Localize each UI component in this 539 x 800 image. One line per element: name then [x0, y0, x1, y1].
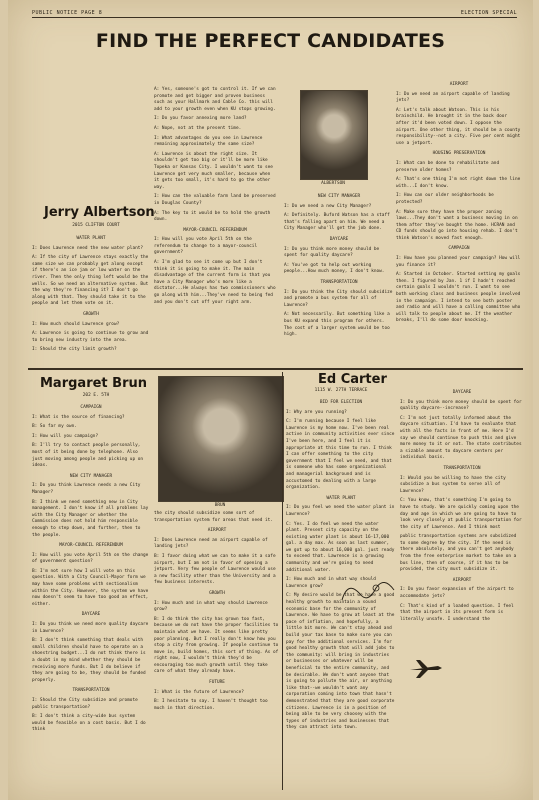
interview-paragraph: A: The key to it would be to hold the growth down.: [154, 210, 273, 223]
albertson-column-2: [154, 87, 279, 365]
running-head: [32, 6, 517, 18]
section-heading: CAMPAIGN: [448, 246, 470, 252]
interview-paragraph: A: Make sure they have the proper zoning laws...They don't want a business moving in on them after they've bought the home. HCRAN and CD funds should go into housing rehab. I don't think Watson's moved fast enough.: [396, 209, 521, 241]
interview-paragraph: C: My desire would be that we have a good healthy growth to maintain a sound economic base for the community of Lawrence. We have to grow at least at the pace of inflation, and hopefully, a little bit more. We can't stay ahead and build your tax base to make sure you can pay for the additional services. I'm for good healthy growth that will add jobs to the community: will bring in industries or businesses or whatever will be beneficial to the entire community, and be desirable. We don't want anyone that is going to pollute the air, or anything like that--we wouldn't want any corporation coming into town that hasn't demonstrated that they are good corporate citizens. Lawrence is in a position of being able to be very choosey with the types of industries and businesses that they can attract into town.: [286, 593, 398, 731]
interview-paragraph: B: I hesitate to say. I haven't thought too much in that direction.: [154, 699, 271, 711]
interview-paragraph: A: Lawrence is going to continue to grow and to bring new industry into the area.: [32, 331, 151, 343]
section-heading: AIRPORT: [452, 577, 472, 583]
interview-paragraph: I: Do you think more money should be spent for quality daycare--increase?: [400, 399, 525, 412]
interview-paragraph: I: Do you think more money should be spent for quality daycare?: [284, 246, 382, 259]
running-head-left: PUBLIC NOTICE PAGE 8: [32, 10, 103, 16]
airplane-sketch-shape: [410, 660, 442, 678]
interview-paragraph: B: I don't think a city-wide bus system would be feasible on a cost basis. But I do think: [32, 714, 149, 733]
albertson-photo: [300, 90, 368, 180]
candidate-name-brun: Margaret Brun: [40, 376, 147, 391]
interview-paragraph: I: Do you feel we need the water plant in Lawrence?: [286, 505, 398, 517]
interview-paragraph: I: How much and in what way should Lawrence grow?: [286, 577, 379, 589]
interview-paragraph: A: Lawrence is about the right size. It shouldn't get too big or it'll be more like Topeka or Kansas City. I wouldn't want to see Lawrence get very much smaller, because when it gets too small, it's hard to go the other way.: [154, 151, 276, 190]
interview-paragraph: A: Nope, not at the present time.: [154, 125, 242, 131]
section-heading: CAMPAIGN: [80, 405, 102, 410]
interview-paragraph: I: How much and in what way should Lawrence grow?: [154, 600, 271, 613]
section-heading: FUTURE: [209, 680, 225, 686]
interview-paragraph: B: So far my own.: [32, 424, 77, 430]
interview-paragraph: I: How will you vote April 5th on the change of government question?: [32, 552, 151, 565]
section-heading: NEW CITY MANAGER: [69, 473, 113, 479]
interview-paragraph: I: What is the future of Lawrence?: [154, 689, 244, 695]
interview-paragraph: I: What advantages do you see in Lawrence remaining approximately the same size?: [154, 135, 266, 148]
albertson-column-1: [32, 232, 150, 364]
interview-paragraph: C: I'm running because I feel like Lawrence is my home now. I've been real active in community activities ever since I've been here, and I feel it is appropriate at this time to run. I think I can offer something to the city government that I feel we need, and that is someone who has some organizational and managerial background and is accustomed to dealing with a large organization.: [286, 419, 398, 491]
interview-paragraph: C: You know, that's something I'm going to have to study. We are quickly coming upon the day and age in which we are going to have to look very closely at public transportation for the city of Lawrence. And I think most: [400, 498, 525, 530]
interview-paragraph: I: Does Lawrence need the new water plant?: [32, 245, 144, 251]
section-heading: AIRPORT: [207, 528, 227, 534]
interview-paragraph: I: How can our older neighborhoods be protected?: [396, 193, 497, 205]
interview-paragraph: A: That's one thing I'm not right down the line with...I don't know.: [396, 177, 523, 189]
interview-paragraph: I: What is the source of financing?: [32, 414, 125, 420]
interview-paragraph: B: I don't think something that deals with small children should have to operate on a shoestring budget...I do not think there is a doubt in my mind whether they should be receiving more funds. But I do believe if they are going to be, they should be funded properly.: [32, 638, 149, 683]
albertson-photo-caption: ALBERTSON: [321, 181, 345, 186]
candidate-name-albertson: Jerry Albertson: [44, 205, 155, 220]
candidate-address-albertson: 2015 CLIFTON COURT: [72, 223, 120, 228]
interview-paragraph: I: How can the valuable farm land be preserved in Douglas County?: [154, 194, 279, 206]
running-head-right: ELECTION SPECIAL: [460, 10, 517, 16]
interview-paragraph: B: I'm not sure how I will vote on this question. With a City Council-Mayor form we may have some problems with sectionalism within the City. However, the system we have now doesn't seem to have too good an effect, either.: [32, 568, 151, 607]
interview-paragraph: I: Should the city limit growth?: [32, 347, 117, 353]
brun-photo-caption: BRUN: [214, 503, 226, 508]
carter-column-2: [400, 386, 524, 793]
section-heading: GROWTH: [83, 311, 99, 317]
interview-paragraph: A: If the city of Lawrence stays exactly the same size we can probably get along except if there's an ice jam or low water on the river. Then the only thing left would be the wells. So we need an alternative system. But the way they're financing it? I don't go along with that. They should take it to the people and let them vote on it.: [32, 255, 151, 307]
interview-paragraph: I: How much should Lawrence grow?: [32, 321, 120, 327]
interview-paragraph: I: Would you be willing to have the city subsidize a bus system to serve all of Lawrence?: [400, 475, 509, 494]
interview-paragraph: A: Started in October. Started setting my goals then. I figured by Jan. 1 if I hadn't reached certain goals I wouldn't run. I want to see both working class and business people involved in the campaign. I intend to see both poster and radio and will have a calling committee who will talk to people about me. If the weather breaks, I'll do some door knocking.: [396, 272, 523, 324]
interview-paragraph: A: Definitely. Buford Watson has a staff that's falling apart on him. We need a City Manager who'll get the job done.: [284, 213, 393, 232]
interview-paragraph: I: Why are you running?: [286, 409, 347, 415]
interview-paragraph: I: Do you think we need more quality daycare in Lawrence?: [32, 622, 151, 634]
section-heading: DAYCARE: [81, 612, 101, 618]
interview-paragraph: the city should subsidize some sort of transportation system for areas that need it.: [154, 511, 273, 523]
growth-sketch-illustration: [338, 570, 398, 610]
section-heading: WATER PLANT: [76, 236, 106, 241]
candidate-address-carter: 1115 W. 27TH TERRACE: [314, 388, 368, 393]
section-heading: MAYOR-COUNCIL REFERENDUM: [183, 227, 247, 233]
albertson-column-4: [396, 78, 522, 368]
interview-paragraph: A: I'm glad to see it come up but I don't think it is going to make it. The main disadvantage of the current form is that you have a City Manager who's more like a dictator...He always has two commissioners who go along with him...They've need to being fed and you don't cut off your right arm.: [154, 260, 279, 305]
page-headline: FIND THE PERFECT CANDIDATES: [95, 30, 446, 52]
interview-paragraph: I: Do we need a new City Manager?: [284, 203, 372, 209]
section-heading: AIRPORT: [449, 82, 469, 87]
section-heading: NEW CITY MANAGER: [317, 194, 361, 199]
brun-photo: [158, 376, 284, 502]
interview-paragraph: I: What can be done to rehabilitate and preserve older homes?: [396, 160, 502, 173]
brun-column-1: [32, 401, 150, 793]
interview-paragraph: I: Do you think the City should subsidize and promote a bus system for all of Lawrence?: [284, 289, 396, 308]
interview-paragraph: C: Yes. I do feel we need the water plant. Present city capacity on the existing water plant is about 16-17,000 gal. a day max. As soon as last summer, we got up to about 16,000 gal. just ready to exceed that. Lawrence is a growing community and we're going to need additional water.: [286, 521, 398, 573]
interview-paragraph: I: Do we need an airport capable of landing jets?: [396, 91, 513, 104]
interview-paragraph: I: Do you think Lawrence needs a new City Manager?: [32, 483, 144, 495]
section-heading: DAYCARE: [452, 390, 472, 395]
brun-column-2: [154, 511, 280, 793]
interview-paragraph: B: I favor doing what we can to make it a safe airport, but I am not in favor of opening a jetport. Very few people of Lawrence would use a new facility other than the University and a few business interests.: [154, 553, 279, 586]
interview-paragraph: A: Let's talk about Watson. This is his brainchild. He brought it in the back door after it'd been voted down. I oppose the airport. One other thing, it should be a county responsibility--not a city. Five per cent might use a jetport.: [396, 107, 523, 146]
section-heading: TRANSPORTATION: [320, 279, 358, 285]
interview-paragraph: I: Do you favor expansion of the airport to accommodate jets?: [400, 587, 517, 600]
candidate-name-carter: Ed Carter: [318, 372, 387, 387]
section-heading: WATER PLANT: [326, 495, 356, 501]
interview-paragraph: C: I'm not just totally informed about the daycare situation. I'd have to evaluate that with all the facts in front of me. Here I'd say we should continue to push this and give more money to it or not. The state contributes a sizable amount to daycare centers per individual basis.: [400, 415, 525, 461]
interview-paragraph: C: That's kind of a loaded question. I feel that the airport in its present form is literally unsafe. I understand the: [400, 603, 517, 622]
interview-paragraph: B: I do think the city has grown too fast, because we do not have the proper facilities to maintain what we have. It seems like pretty poor planning. But I really don't know how you stop a city from growing. If people continue to move in, build homes, this sort of thing. As of right now, I wouldn't think they'd be encouraging too much growth until they take care of what they already have.: [154, 616, 281, 675]
section-heading: TRANSPORTATION: [443, 465, 481, 471]
section-heading: GROWTH: [209, 590, 225, 596]
interview-paragraph: I: Should the City subsidize and promote public transportation?: [32, 697, 141, 710]
interview-paragraph: I: Does Lawrence need an airport capable of landing jets?: [154, 537, 271, 550]
section-heading: HOUSING PRESERVATION: [432, 151, 486, 157]
interview-paragraph: I: How will you vote April 5th on the referendum to change to a mayor-council government?: [154, 237, 260, 256]
interview-paragraph: A: Not necessarily. But something like a bus KU expand this program for others. The cost of a larger system would be too high.: [284, 312, 393, 338]
section-heading: MAYOR-COUNCIL REFERENDUM: [59, 543, 123, 549]
interview-paragraph: public transportation systems are subsidized to some degree by the city. If the need is there absolutely, and you can't get anybody from the free enterprise market to take on a bus line, then of course, if it has to be provided, the city must subsidize it.: [400, 534, 519, 573]
interview-paragraph: B: I think we need something new in City management. I don't know if all problems lay with the City Manager or whether the Commission does not hold him responsible enough to step down, and further, then to the people.: [32, 499, 151, 538]
interview-paragraph: B: I'll try to contact people personally, most of it being done by telephone. Also just moving among people and picking up on ideas.: [32, 443, 146, 469]
section-heading: BID FOR ELECTION: [319, 400, 363, 405]
interview-paragraph: I: Do you favor annexing more land?: [154, 116, 247, 122]
newspaper-page: [8, 0, 533, 800]
section-divider: [28, 368, 523, 370]
albertson-column-3: [284, 190, 394, 365]
interview-paragraph: A: You've got to help out working people...How much money, I don't know.: [284, 262, 385, 275]
candidate-address-brun: 202 E. 5TH: [82, 393, 110, 398]
airplane-sketch-illustration: [408, 656, 444, 682]
column-divider: [282, 372, 283, 790]
section-heading: TRANSPORTATION: [72, 688, 110, 694]
interview-paragraph: I: How have you planned your campaign? How will you finance it?: [396, 256, 523, 268]
growth-sketch-line: [342, 582, 394, 600]
section-heading: DAYCARE: [329, 236, 349, 242]
interview-paragraph: I: How will you campaign?: [32, 433, 99, 439]
interview-paragraph: A: Yes, someone's got to control it. If we can promote and get bigger and proven business such as your Hallmark and Cable Co. this will add to your growth even when KU stops growing.: [154, 87, 279, 112]
